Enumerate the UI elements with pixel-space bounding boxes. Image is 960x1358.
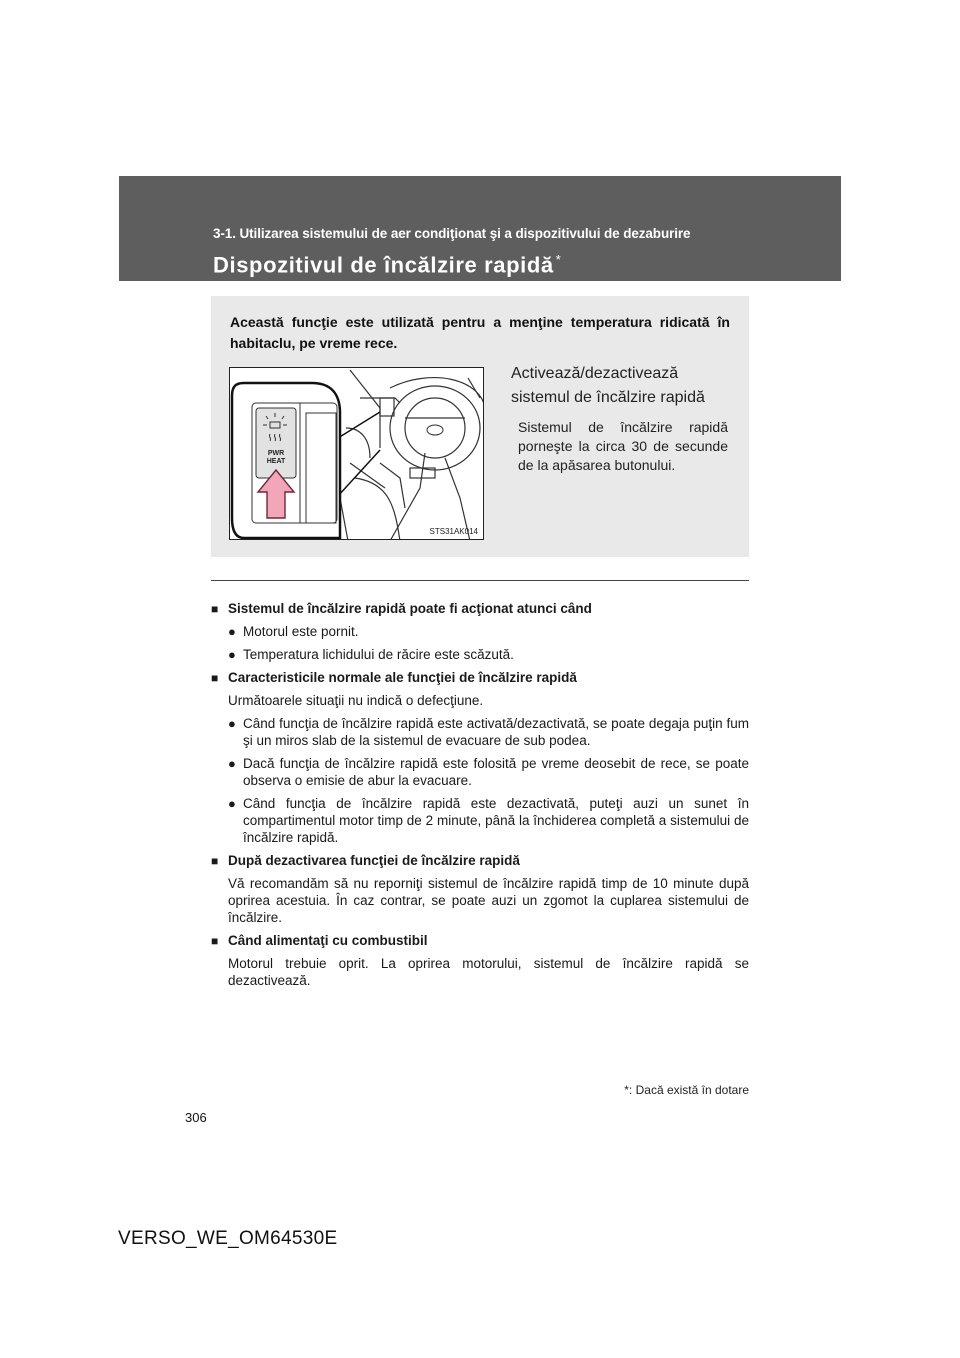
body-content (211, 600, 749, 995)
optional-equipment-mark: * (555, 252, 562, 267)
circle-bullet-icon: ● (228, 716, 236, 731)
list-item: ● Dacă funcţia de încălzire rapidă este folosită pe vreme deosebit de rece, se poate observa o emisie de abur la evacuare. (228, 756, 749, 788)
paragraph: Motorul trebuie oprit. La oprirea motorului, sistemul de încălzire rapidă se dezactivează. (228, 956, 749, 988)
section-heading: ■ După dezactivarea funcţiei de încălzire rapidă (211, 853, 520, 868)
square-bullet-icon: ■ (211, 934, 219, 948)
circle-bullet-icon: ● (228, 647, 236, 662)
list-item: ● Când funcţia de încălzire rapidă este dezactivată, puteţi auzi un sunet în compartimentul motor timp de 2 minute, până la închiderea completă a sistemului de încălzire rapidă. (228, 796, 749, 845)
list-item: ● Când funcţia de încălzire rapidă este activată/dezactivată, se poate degaja puţin fum şi un miros slab de la sistemul de evacuare de sub podea. (228, 716, 749, 748)
button-label-pwr: PWR (267, 450, 285, 457)
list-item: ● Motorul este pornit. (228, 624, 359, 639)
list-item: ● Temperatura lichidului de răcire este scăzută. (228, 647, 514, 662)
section-heading: ■ Caracteristicile normale ale funcţiei de încălzire rapidă (211, 670, 577, 685)
dashboard-illustration (229, 367, 484, 540)
document-id: VERSO_WE_OM64530E (118, 1228, 338, 1249)
figure-code: STS31AK014 (429, 527, 478, 536)
chapter-header (119, 176, 841, 281)
square-bullet-icon: ■ (211, 671, 219, 685)
paragraph: Următoarele situaţii nu indică o defecţiune. (228, 693, 484, 708)
section-title: 3-1. Utilizarea sistemului de aer condiţionat şi a dispozitivului de dezaburire (213, 226, 691, 241)
intro-text: Această funcţie este utilizată pentru a menţine temperatura ridicată în habitaclu, pe vreme rece. (230, 314, 730, 351)
paragraph: Vă recomandăm să nu reporniţi sistemul de încălzire rapidă timp de 10 minute după oprirea acestuia. În caz contrar, se poate auzi un zgomot la cuplarea sistemului de încălzire. (228, 876, 749, 925)
divider (211, 580, 749, 581)
page-number: 306 (185, 1110, 207, 1125)
circle-bullet-icon: ● (228, 796, 236, 811)
info-box (211, 296, 749, 557)
callout-title: Activează/dezactivează sistemul de încălzire rapidă (511, 365, 705, 406)
section-heading: ■ Când alimentaţi cu combustibil (211, 933, 428, 948)
page-title: Dispozitivul de încălzire rapidă * (213, 252, 562, 278)
section-heading: ■ Sistemul de încălzire rapidă poate fi acţionat atunci când (211, 601, 592, 616)
circle-bullet-icon: ● (228, 756, 236, 771)
square-bullet-icon: ■ (211, 854, 219, 868)
button-label-heat: HEAT (266, 458, 286, 465)
square-bullet-icon: ■ (211, 602, 219, 616)
circle-bullet-icon: ● (228, 624, 236, 639)
footnote: *: Dacă există în dotare (624, 1083, 749, 1097)
callout-description: Sistemul de încălzire rapidă porneşte la circa 30 de secunde de la apăsarea butonului. (518, 419, 728, 473)
